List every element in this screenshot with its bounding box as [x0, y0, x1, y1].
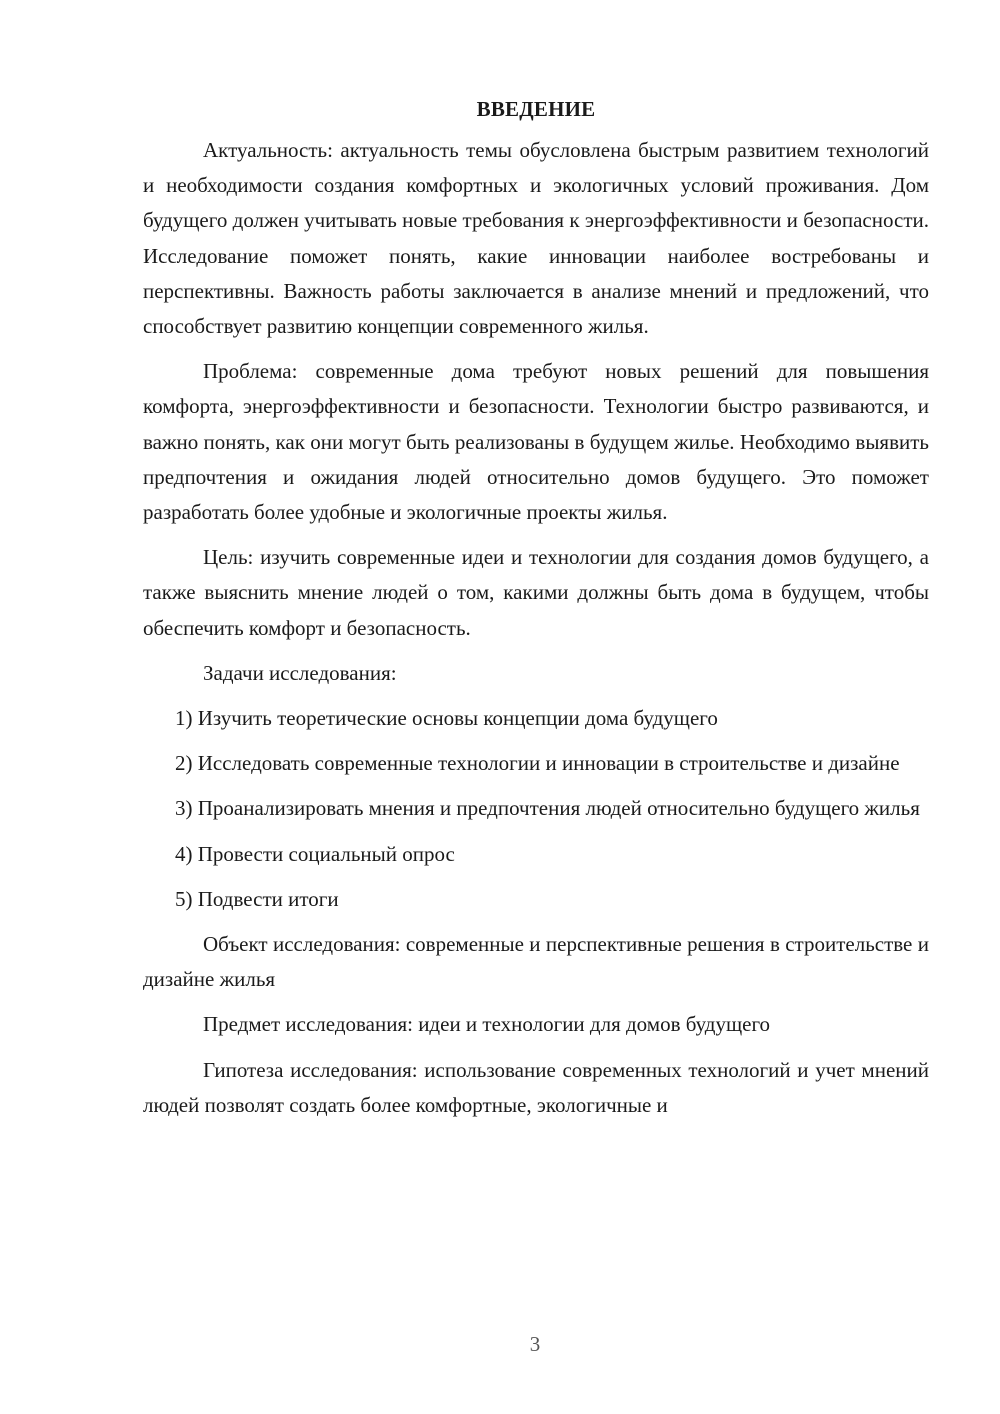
list-item: 1) Изучить теоретические основы концепции дома будущего: [175, 706, 718, 731]
list-item: 2) Исследовать современные технологии и инновации в строительстве и дизайне: [175, 751, 900, 776]
list-item: 4) Провести социальный опрос: [175, 841, 455, 866]
paragraph-goal: Цель: изучить современные идеи и технологии для создания домов будущего, а также выяснить мнение людей о том, какими должны быть дома в будущем, чтобы обеспечить комфорт и безопасность.: [143, 545, 929, 640]
paragraph-relevance: Актуальность: актуальность темы обусловлена быстрым развитием технологий и необходимости создания комфортных и экологичных условий проживания. Дом будущего должен учитывать новые требования к энергоэффективности и безопасности. Исследование поможет понять, какие инновации наиболее востребованы и перспективны. Важность работы заключается в анализе мнений и предложений, что способствует развитию концепции современного жилья.: [143, 138, 929, 339]
paragraph-problem: Проблема: современные дома требуют новых решений для повышения комфорта, энергоэффективности и безопасности. Технологии быстро развиваются, и важно понять, как они могут быть реализованы в будущем жилье. Необходимо выявить предпочтения и ожидания людей относительно домов будущего. Это поможет разработать более удобные и экологичные проекты жилья.: [143, 359, 929, 525]
paragraph-tasks-heading: Задачи исследования:: [203, 660, 397, 685]
list-item: 3) Проанализировать мнения и предпочтения людей относительно будущего жилья: [175, 796, 920, 821]
page-title: ВВЕДЕНИЕ: [476, 97, 596, 121]
page-number: 3: [529, 1332, 541, 1356]
document-page: [143, 92, 929, 1133]
paragraph-object: Объект исследования: современные и перспективные решения в строительстве и дизайне жилья: [143, 932, 929, 992]
list-item: 5) Подвести итоги: [175, 886, 339, 911]
paragraph-subject: Предмет исследования: идеи и технологии для домов будущего: [203, 1012, 771, 1037]
paragraph-hypothesis: Гипотеза исследования: использование современных технологий и учет мнений людей позволят создать более комфортные, экологичные и: [143, 1057, 929, 1117]
